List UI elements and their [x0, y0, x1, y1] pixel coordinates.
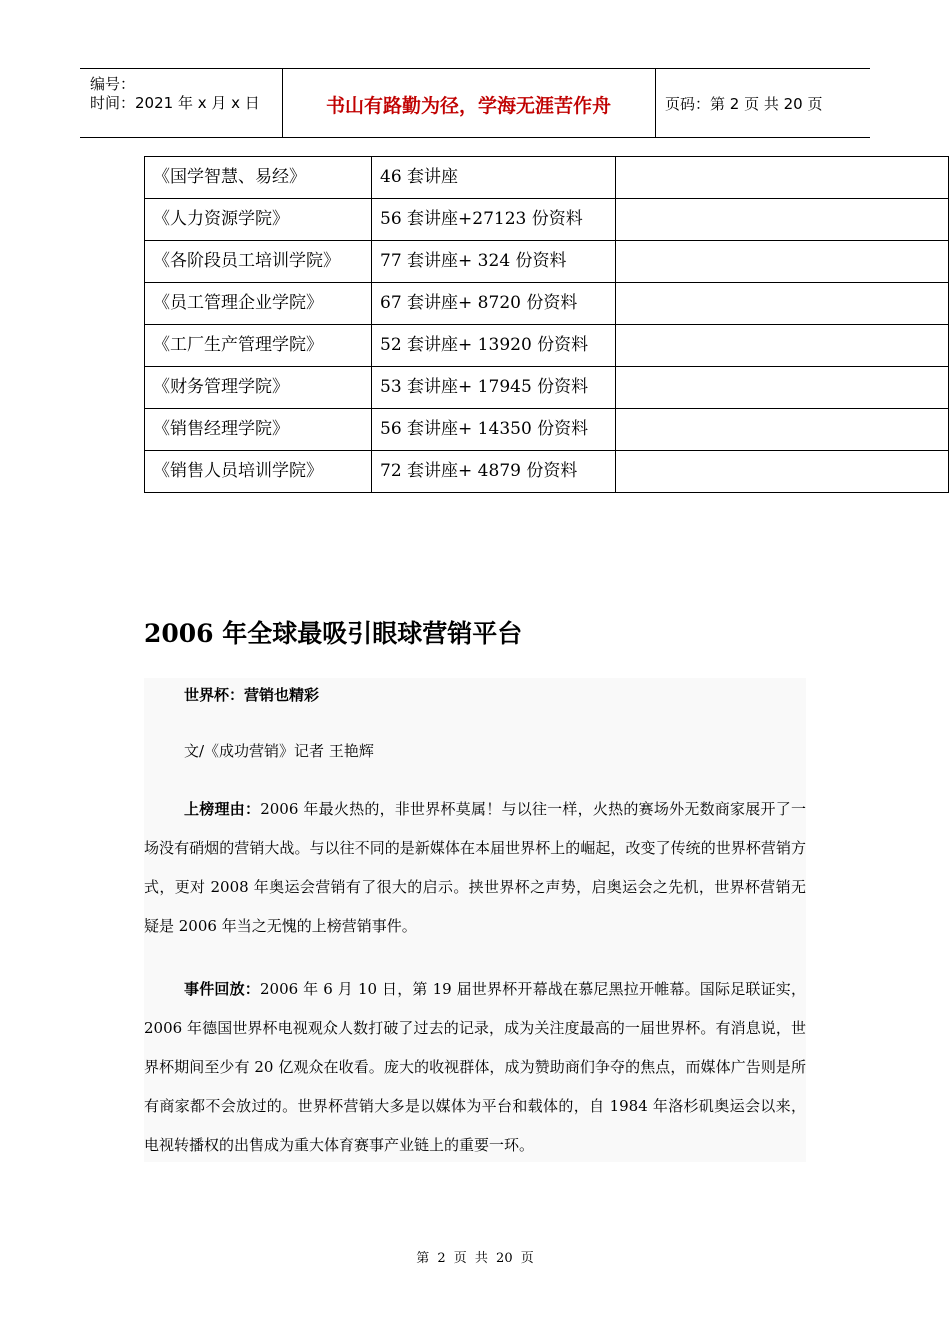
course-name: 《财务管理学院》 — [145, 367, 372, 409]
article-title: 2006 年全球最吸引眼球营销平台 — [144, 619, 523, 648]
course-name: 《员工管理企业学院》 — [145, 283, 372, 325]
review-text: 2006 年 6 月 10 日，第 19 届世界杯开幕战在慕尼黑拉开帷幕。国际足联证实，2006 年德国世界杯电视观众人数打破了过去的记录，成为关注度最高的一届世界杯。有消息说，世界杯期间至少有 20 亿观众在收看。庞大的收视群体，成为赞助商们争夺的焦点，而媒体广告则是所有商家都不会放过的。世界杯营销大多是以媒体为平台和载体的，自 1984 年洛杉矶奥运会以来，电视转播权的出售成为重大体育赛事产业链上的重要一环。 — [144, 980, 806, 1154]
table-row — [145, 241, 949, 283]
table-row — [145, 409, 949, 451]
course-note — [616, 409, 949, 451]
course-name: 《各阶段员工培训学院》 — [145, 241, 372, 283]
date-label: 时间：2021 年 x 月 x 日 — [90, 94, 260, 112]
course-content: 52 套讲座+ 13920 份资料 — [372, 325, 616, 367]
course-note — [616, 241, 949, 283]
header-page-info: 页码：第 2 页 共 20 页 — [665, 95, 823, 113]
review-label: 事件回放： — [184, 980, 260, 998]
course-content: 67 套讲座+ 8720 份资料 — [372, 283, 616, 325]
course-content: 53 套讲座+ 17945 份资料 — [372, 367, 616, 409]
course-name: 《销售人员培训学院》 — [145, 451, 372, 493]
course-content: 56 套讲座+27123 份资料 — [372, 199, 616, 241]
course-content: 46 套讲座 — [372, 157, 616, 199]
table-row — [145, 367, 949, 409]
review-paragraph — [144, 970, 806, 1165]
article-byline: 文/《成功营销》记者 王艳辉 — [184, 742, 374, 760]
reason-label: 上榜理由： — [184, 800, 261, 818]
course-note — [616, 367, 949, 409]
course-name: 《国学智慧、易经》 — [145, 157, 372, 199]
course-name: 《人力资源学院》 — [145, 199, 372, 241]
article-subtitle: 世界杯：营销也精彩 — [184, 686, 320, 704]
page-header — [80, 68, 870, 138]
table-row — [145, 157, 949, 199]
article-body — [144, 678, 806, 1162]
course-note — [616, 283, 949, 325]
table-row — [145, 325, 949, 367]
table-row — [145, 451, 949, 493]
header-motto: 书山有路勤为径，学海无涯苦作舟 — [325, 95, 611, 117]
header-divider — [655, 69, 656, 137]
course-name: 《销售经理学院》 — [145, 409, 372, 451]
header-meta — [90, 75, 260, 113]
table-row — [145, 199, 949, 241]
course-note — [616, 157, 949, 199]
course-note — [616, 325, 949, 367]
page-footer: 第 2 页 共 20 页 — [416, 1251, 534, 1266]
reason-text: 2006 年最火热的，非世界杯莫属！与以往一样，火热的赛场外无数商家展开了一场没有硝烟的营销大战。与以往不同的是新媒体在本届世界杯上的崛起，改变了传统的世界杯营销方式，更对 2008 年奥运会营销有了很大的启示。挟世界杯之声势，启奥运会之先机，世界杯营销无疑是 2006 年当之无愧的上榜营销事件。 — [144, 800, 806, 935]
number-label: 编号： — [90, 75, 136, 93]
course-note — [616, 199, 949, 241]
resource-table — [144, 156, 949, 493]
course-note — [616, 451, 949, 493]
course-content: 72 套讲座+ 4879 份资料 — [372, 451, 616, 493]
reason-paragraph — [144, 790, 806, 946]
table-row — [145, 283, 949, 325]
course-name: 《工厂生产管理学院》 — [145, 325, 372, 367]
course-content: 77 套讲座+ 324 份资料 — [372, 241, 616, 283]
course-content: 56 套讲座+ 14350 份资料 — [372, 409, 616, 451]
